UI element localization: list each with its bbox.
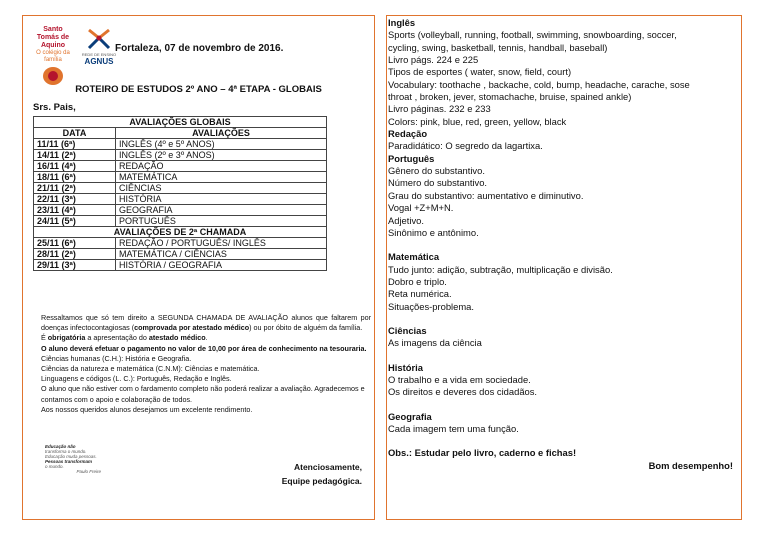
exam-subject: MATEMÁTICA bbox=[116, 172, 327, 183]
table-row bbox=[34, 150, 327, 161]
note-bold: obrigatória bbox=[47, 333, 86, 343]
exam-subject: INGLÊS (2º e 3º ANOS) bbox=[116, 150, 327, 161]
spacer bbox=[388, 313, 733, 325]
topic-line: Livro págs. 224 e 225 bbox=[388, 54, 479, 66]
spacer bbox=[388, 435, 733, 447]
table-row bbox=[34, 194, 327, 205]
exam-date: 14/11 (2ª) bbox=[34, 150, 116, 161]
exam-date: 25/11 (6ª) bbox=[34, 238, 116, 249]
topic-line: throat , broken, jever, stomachache, bruise, spained ankle) bbox=[388, 91, 632, 103]
topic-line: cycling, swing, basketball, tennis, handball, baseball) bbox=[388, 41, 608, 53]
greeting: Srs. Pais, bbox=[33, 102, 76, 113]
quote-line: o mundo. bbox=[45, 464, 64, 469]
agnus-brand: AGNUS bbox=[84, 57, 114, 66]
topic-line: Reta numérica. bbox=[388, 288, 452, 300]
signature bbox=[282, 460, 362, 488]
note-ch: Ciências humanas (C.H.): História e Geografia. bbox=[41, 353, 192, 363]
note-text: Ressaltamos que só tem direito a SEGUNDA CHAMADA DE AVALIAÇÃO alunos que faltarem por doenças infectocontagiosas ( bbox=[41, 313, 371, 333]
quote-line: transforma o mundo. bbox=[45, 449, 87, 454]
note-text: . bbox=[205, 333, 208, 343]
table-row bbox=[34, 161, 327, 172]
schedule-table bbox=[33, 116, 327, 271]
note-bold: O aluno deverá efetuar o pagamento no valor de 10,00 por área de conhecimento na tesouraria. bbox=[41, 343, 367, 353]
exam-date: 24/11 (5ª) bbox=[34, 216, 116, 227]
exam-subject: MATEMÁTICA / CIÊNCIAS bbox=[116, 249, 327, 260]
freire-quote bbox=[45, 444, 101, 474]
topic-line: Tudo junto: adição, subtração, multiplicação e divisão. bbox=[388, 263, 613, 275]
exam-date: 28/11 (2ª) bbox=[34, 249, 116, 260]
agnus-logo bbox=[81, 26, 117, 74]
spacer bbox=[388, 350, 733, 362]
exam-subject: HISTÓRIA / GEOGRAFIA bbox=[116, 260, 327, 271]
table-caption-row bbox=[34, 117, 327, 128]
note-bold: comprovada por atestado médico bbox=[134, 323, 250, 333]
topic-line: Vocabulary: toothache , backache, cold, bump, headache, carache, sose bbox=[388, 78, 690, 90]
table-row bbox=[34, 216, 327, 227]
note-second-call bbox=[27, 313, 371, 333]
topic-line: Dobro e triplo. bbox=[388, 275, 447, 287]
second-call-caption: AVALIAÇÕES DE 2ª CHAMADA bbox=[34, 227, 327, 238]
agnus-emblem-icon bbox=[85, 26, 113, 52]
topic-line: Gênero do substantivo. bbox=[388, 165, 485, 177]
section-heading: Português bbox=[388, 152, 435, 164]
exam-date: 22/11 (3ª) bbox=[34, 194, 116, 205]
spacer bbox=[388, 399, 733, 411]
topic-line: Sports (volleyball, running, football, swimming, snowboarding, soccer, bbox=[388, 29, 677, 41]
quote-line: Pessoas transformam bbox=[45, 459, 93, 464]
table-row bbox=[34, 260, 327, 271]
section-heading: Redação bbox=[388, 128, 428, 140]
section-heading: Ciências bbox=[388, 324, 427, 336]
exam-subject: INGLÊS (4º e 5º ANOS) bbox=[116, 139, 327, 150]
note-lc: Linguagens e códigos (L. C.): Português, Redação e Inglês. bbox=[41, 374, 232, 384]
exam-subject: REDAÇÃO bbox=[116, 161, 327, 172]
note-uniform: O aluno que não estiver com o fardamento completo não poderá realizar a avaliação. Agradecemos e contamos com o apoio e colaboração de todos. bbox=[41, 384, 365, 404]
topic-line: Paradidático: O segredo da lagartixa. bbox=[388, 140, 543, 152]
table-header-row bbox=[34, 128, 327, 139]
school-logo-tagline: O colégio da família bbox=[36, 50, 70, 63]
section-heading: Bom desempenho! bbox=[648, 459, 733, 471]
table-row bbox=[34, 238, 327, 249]
topic-line: Grau do substantivo: aumentativo e diminutivo. bbox=[388, 189, 584, 201]
note-cnm: Ciências da natureza e matemática (C.N.M): Ciências e matemática. bbox=[41, 364, 260, 374]
second-caption-row bbox=[34, 227, 327, 238]
exam-subject: HISTÓRIA bbox=[116, 194, 327, 205]
topic-line: Livro páginas. 232 e 233 bbox=[388, 103, 491, 115]
table-row bbox=[34, 139, 327, 150]
quote-line: Educação não bbox=[45, 444, 76, 449]
table-caption: AVALIAÇÕES GLOBAIS bbox=[34, 117, 327, 128]
exam-subject: GEOGRAFIA bbox=[116, 205, 327, 216]
topic-line: O trabalho e a vida em sociedade. bbox=[388, 373, 531, 385]
spacer bbox=[388, 239, 733, 251]
section-heading: Matemática bbox=[388, 251, 440, 263]
exam-date: 16/11 (4ª) bbox=[34, 161, 116, 172]
note-certificate bbox=[27, 333, 371, 343]
page-title: ROTEIRO DE ESTUDOS 2º ANO – 4ª ETAPA - GLOBAIS bbox=[75, 84, 322, 95]
table-row bbox=[34, 205, 327, 216]
topic-line: Vogal +Z+M+N. bbox=[388, 202, 454, 214]
topic-line: Colors: pink, blue, red, green, yellow, black bbox=[388, 115, 567, 127]
topic-line: Adjetivo. bbox=[388, 214, 424, 226]
right-panel bbox=[386, 15, 742, 520]
quote-line: Educação muda pessoas. bbox=[45, 454, 97, 459]
topic-line: Os direitos e deveres dos cidadãos. bbox=[388, 386, 538, 398]
col-date-header: DATA bbox=[34, 128, 116, 139]
table-row bbox=[34, 172, 327, 183]
exam-subject: REDAÇÃO / PORTUGUÊS/ INGLÊS bbox=[116, 238, 327, 249]
note-payment bbox=[27, 344, 371, 354]
exam-subject: PORTUGUÊS bbox=[116, 216, 327, 227]
notes bbox=[27, 313, 371, 415]
section-heading: Inglês bbox=[388, 17, 416, 28]
school-logo-name: Santo Tomás de Aquino bbox=[36, 26, 70, 49]
study-topics bbox=[388, 17, 733, 472]
school-emblem-icon bbox=[43, 67, 63, 85]
table-row bbox=[34, 249, 327, 260]
note-text: ) ou por óbito de alguém da família. bbox=[249, 323, 363, 333]
col-eval-header: AVALIAÇÕES bbox=[116, 128, 327, 139]
table-row bbox=[34, 183, 327, 194]
signature-line-1: Atenciosamente, bbox=[293, 462, 362, 472]
topic-line: Sinônimo e antônimo. bbox=[388, 226, 479, 238]
exam-subject: CIÊNCIAS bbox=[116, 183, 327, 194]
exam-date: 18/11 (6ª) bbox=[34, 172, 116, 183]
note-bold: atestado médico bbox=[148, 333, 206, 343]
topic-line: Situações-problema. bbox=[388, 300, 474, 312]
topic-line: Número do substantivo. bbox=[388, 177, 488, 189]
signature-line-2: Equipe pedagógica. bbox=[281, 476, 362, 486]
exam-date: 21/11 (2ª) bbox=[34, 183, 116, 194]
topic-line: Tipos de esportes ( water, snow, field, court) bbox=[388, 66, 572, 78]
exam-date: 29/11 (3ª) bbox=[34, 260, 116, 271]
school-logo bbox=[33, 26, 73, 72]
note-wishes: Aos nossos queridos alunos desejamos um excelente rendimento. bbox=[41, 404, 253, 414]
note-text: a apresentação do bbox=[85, 333, 149, 343]
quote-author: Paulo Freire bbox=[76, 469, 101, 474]
section-heading: Geografia bbox=[388, 410, 432, 422]
agnus-network: REDE DE ENSINO bbox=[81, 52, 117, 57]
section-heading: Obs.: Estudar pelo livro, caderno e fichas! bbox=[388, 447, 577, 459]
exam-date: 23/11 (4ª) bbox=[34, 205, 116, 216]
topic-line: As imagens da ciência bbox=[388, 337, 482, 349]
section-heading: História bbox=[388, 361, 423, 373]
left-panel bbox=[22, 15, 375, 520]
note-text: É bbox=[41, 333, 48, 343]
date-line: Fortaleza, 07 de novembro de 2016. bbox=[115, 43, 284, 54]
exam-date: 11/11 (6ª) bbox=[34, 139, 116, 150]
topic-line: Cada imagem tem uma função. bbox=[388, 422, 519, 434]
